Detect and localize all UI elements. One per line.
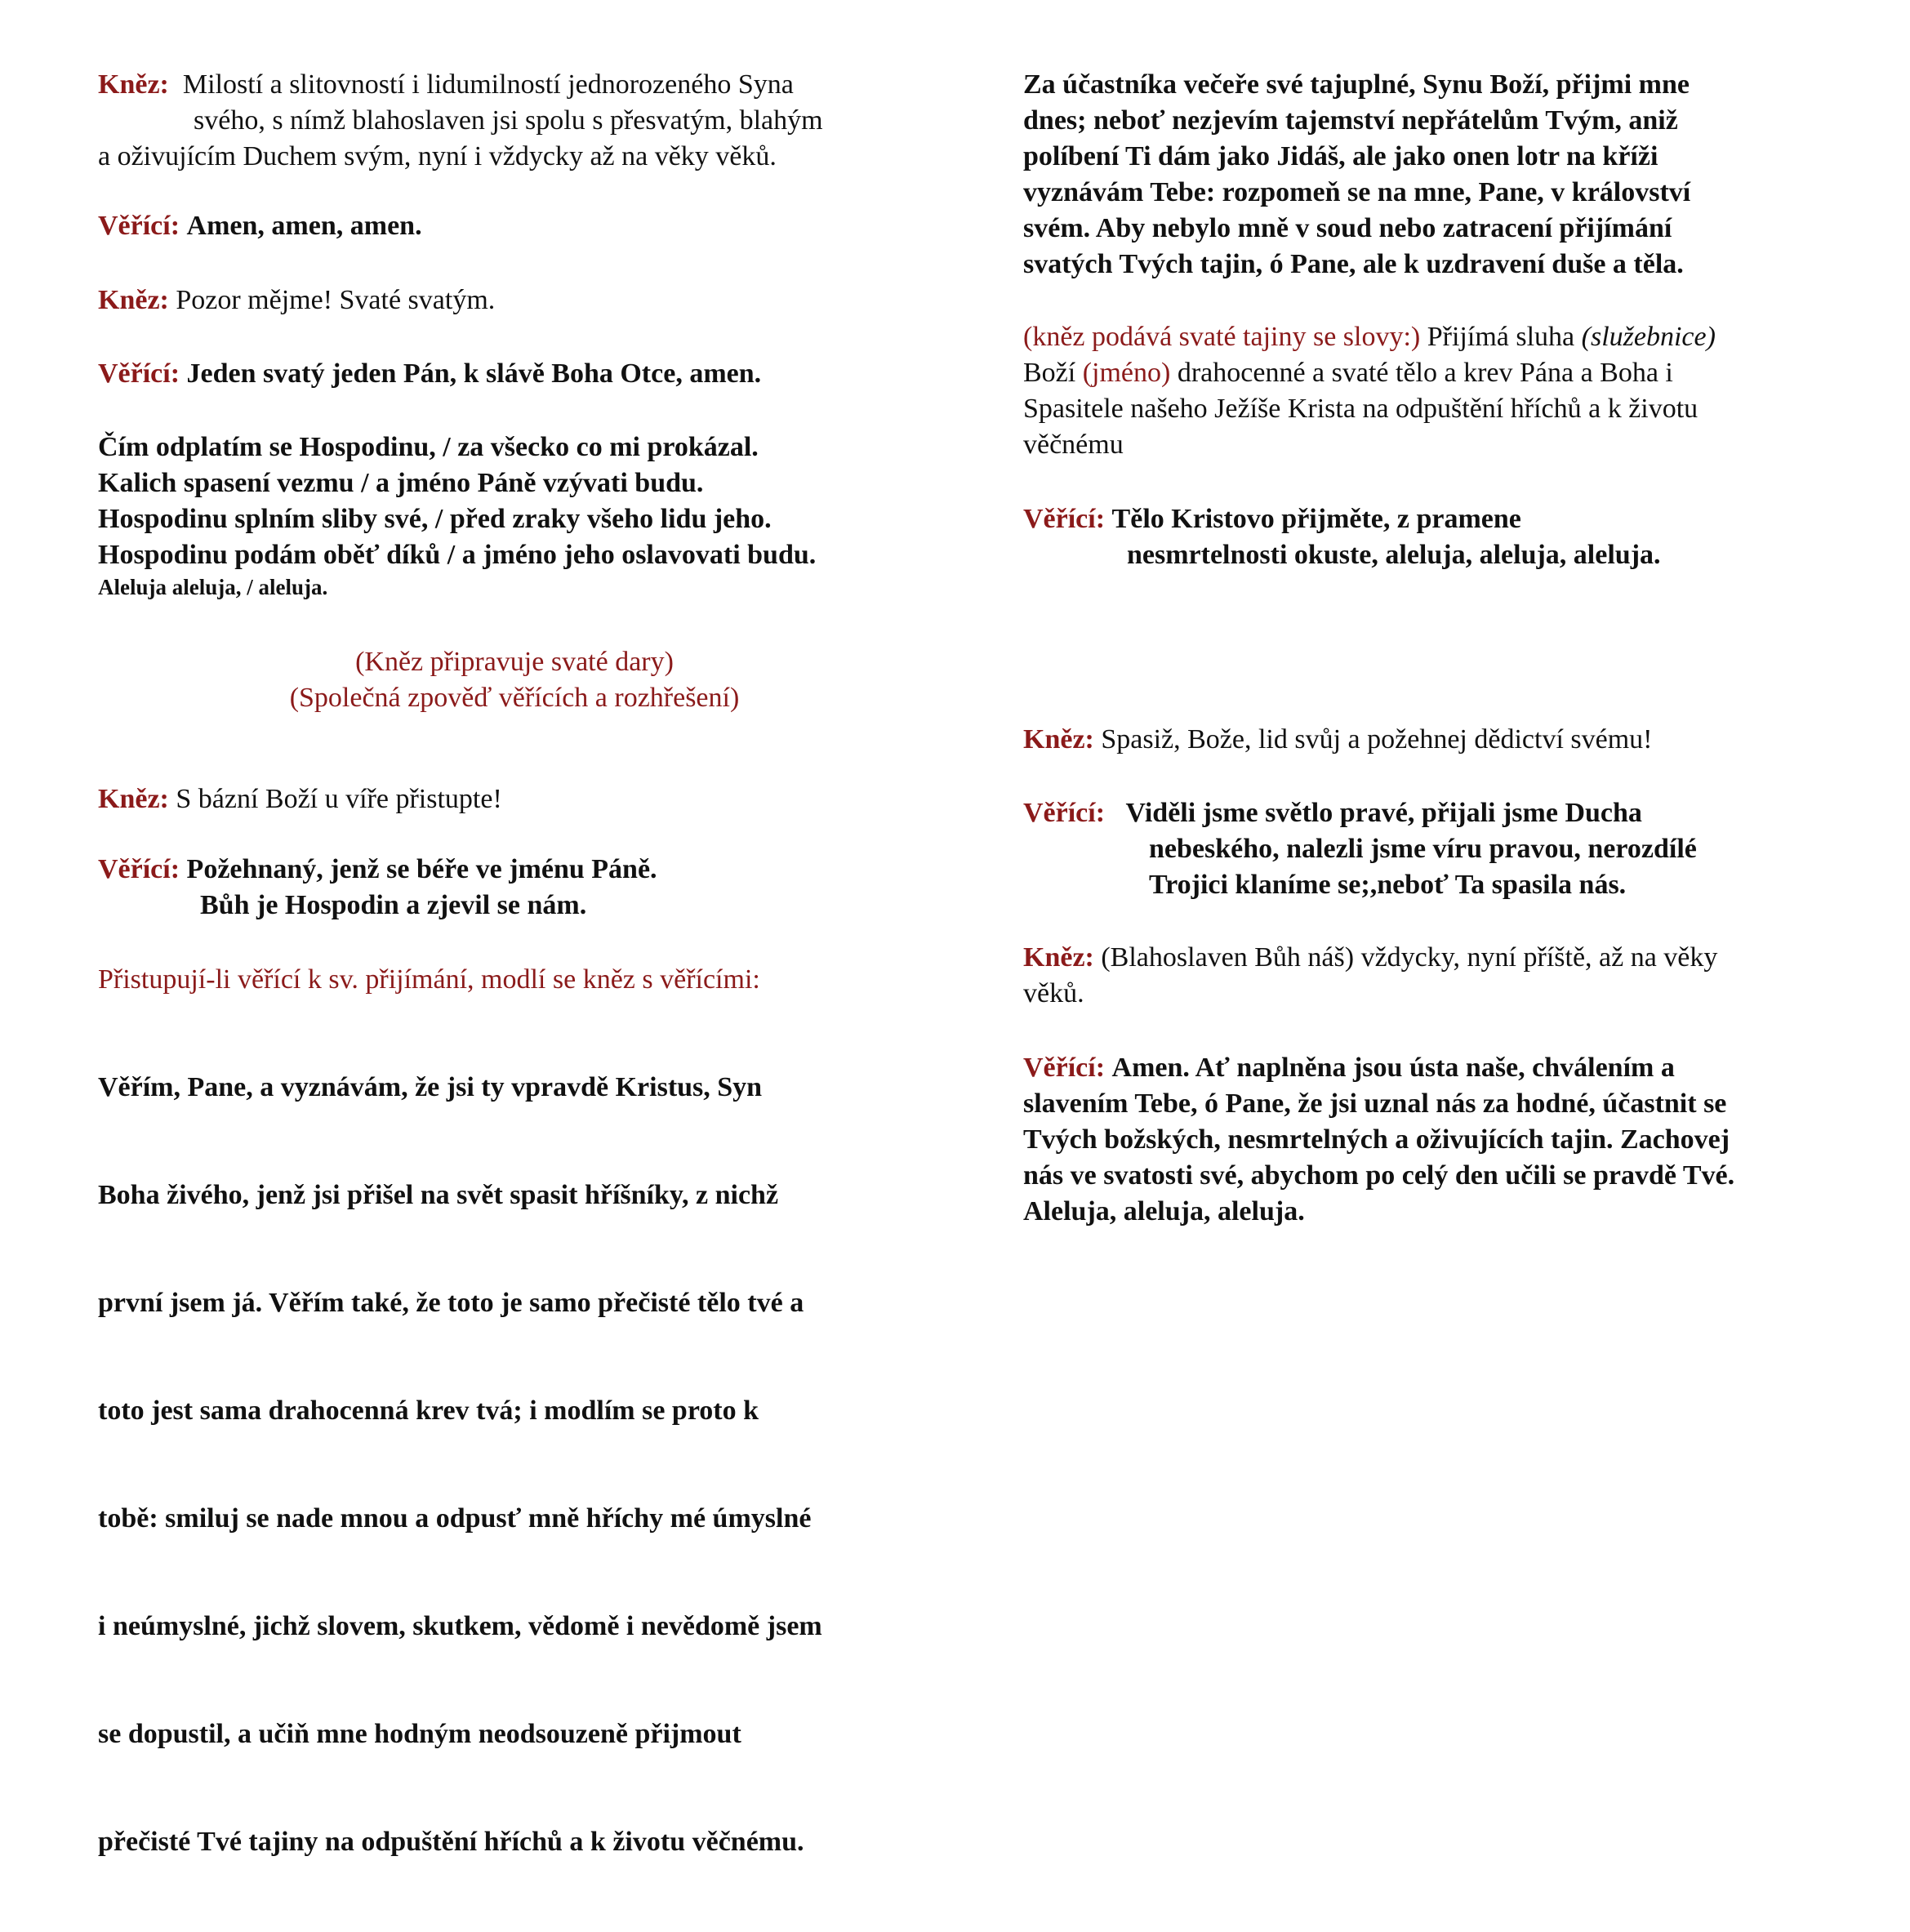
- prayer-line: i neúmyslné, jichž slovem, skutkem, vědomě i nevědomě jsem: [98, 1611, 822, 1641]
- faithful-text-line: Trojici klaníme se;,neboť Ta spasila nás.: [1149, 870, 1627, 900]
- faithful-text-line: Tělo Kristovo přijměte, z pramene: [1111, 504, 1521, 534]
- prayer-body: [98, 998, 947, 1932]
- priest-text-line: věků.: [1023, 978, 1084, 1008]
- priest-dialogue-1: [98, 67, 947, 175]
- rubric-line: (Společná zpověď věřících a rozhřešení): [289, 683, 740, 713]
- psalm-line: Čím odplatím se Hospodinu, / za všecko co mi prokázal.: [98, 432, 759, 462]
- faithful-response-1: [98, 208, 947, 244]
- prayer-line: políbení Ti dám jako Jidáš, ale jako onen lotr na kříži: [1023, 141, 1658, 171]
- priest-text: S bázní Boží u víře přistupte!: [176, 784, 502, 814]
- priest-text: Pozor mějme! Svaté svatým.: [176, 285, 496, 315]
- faithful-label: Věřící:: [1023, 798, 1106, 828]
- faithful-text-line: Viděli jsme světlo pravé, přijali jsme Ducha: [1125, 798, 1642, 828]
- prayer-line: první jsem já. Věřím také, že toto je samo přečisté tělo tvé a: [98, 1288, 804, 1318]
- prayer-line: přečisté Tvé tajiny na odpuštění hříchů a k životu věčnému.: [98, 1827, 804, 1857]
- communion-text-line: věčnému: [1023, 430, 1124, 460]
- prayer-line: Věřím, Pane, a vyznávám, že jsi ty vpravdě Kristus, Syn: [98, 1072, 763, 1102]
- communion-text: Přijímá sluha: [1420, 322, 1582, 352]
- faithful-label: Věřící:: [98, 358, 180, 389]
- faithful-text-line: nebeského, nalezli jsme víru pravou, nerozdílé: [1149, 834, 1697, 864]
- communion-alt-text: (služebnice): [1581, 322, 1716, 352]
- prayer-line: vyznávám Tebe: rozpomeň se na mne, Pane, v království: [1023, 177, 1691, 207]
- psalm-alleluia-line: Aleluja aleluja, / aleluja.: [98, 575, 328, 599]
- communion-prayer: [98, 962, 947, 1932]
- priest-dialogue-4: [1023, 722, 1856, 758]
- psalm-line: Hospodinu splním sliby své, / před zraky všeho lidu jeho.: [98, 504, 772, 534]
- priest-dialogue-5: [1023, 940, 1856, 1012]
- prayer-line: toto jest sama drahocenná krev tvá; i modlím se proto k: [98, 1396, 759, 1426]
- priest-label: Kněz:: [1023, 724, 1094, 755]
- faithful-response-6: [1023, 1050, 1856, 1230]
- psalm-verses: [98, 430, 947, 601]
- faithful-text: Jeden svatý jeden Pán, k slávě Boha Otce, amen.: [186, 358, 762, 389]
- faithful-text-line: Bůh je Hospodin a zjevil se nám.: [200, 890, 587, 920]
- communion-formula: [1023, 319, 1856, 463]
- prayer-line: dnes; neboť nezjevím tajemství nepřátelům Tvým, aniž: [1023, 105, 1678, 136]
- communion-text-line: Spasitele našeho Ježíše Krista na odpuštění hříchů a k životu: [1023, 394, 1699, 424]
- prayer-line: se dopustil, a učiň mne hodným neodsouzeně přijmout: [98, 1719, 741, 1749]
- faithful-text: Amen, amen, amen.: [186, 211, 422, 241]
- right-column: [1023, 0, 1856, 1351]
- left-column: [98, 0, 947, 1857]
- faithful-text-line: Aleluja, aleluja, aleluja.: [1023, 1196, 1305, 1226]
- faithful-response-2: [98, 356, 947, 392]
- faithful-text-line: Tvých božských, nesmrtelných a oživujících tajin. Zachovej: [1023, 1124, 1730, 1155]
- communion-rubric: (kněz podává svaté tajiny se slovy:): [1023, 322, 1421, 352]
- faithful-text-line: slavením Tebe, ó Pane, že jsi uznal nás za hodné, účastnit se: [1023, 1088, 1727, 1119]
- priest-text-line: Milostí a slitovností i lidumilností jednorozeného Syna: [182, 69, 794, 100]
- rubric-preparation: [98, 644, 931, 716]
- prayer-line: svatých Tvých tajin, ó Pane, ale k uzdravení duše a těla.: [1023, 249, 1684, 279]
- prayer-line: Za účastníka večeře své tajuplné, Synu Boží, přijmi mne: [1023, 69, 1690, 100]
- priest-text-line: a oživujícím Duchem svým, nyní i vždycky až na věky věků.: [98, 141, 777, 171]
- faithful-text-line: nás ve svatosti své, abychom po celý den učili se pravdě Tvé.: [1023, 1160, 1735, 1191]
- faithful-label: Věřící:: [1023, 504, 1106, 534]
- rubric-line: (Kněz připravuje svaté dary): [355, 647, 674, 677]
- priest-text: Spasiž, Bože, lid svůj a požehnej dědictví svému!: [1101, 724, 1653, 755]
- faithful-label: Věřící:: [98, 854, 180, 884]
- faithful-response-5: [1023, 795, 1856, 903]
- faithful-text-line: nesmrtelnosti okuste, aleluja, aleluja, aleluja.: [1127, 540, 1661, 570]
- priest-text-line: svého, s nímž blahoslaven jsi spolu s přesvatým, blahým: [194, 105, 823, 136]
- priest-text-line: (Blahoslaven Bůh náš) vždycky, nyní příště, až na věky: [1101, 942, 1718, 973]
- communion-text: Boží: [1023, 358, 1076, 388]
- faithful-response-4: [1023, 501, 1856, 573]
- priest-dialogue-3: [98, 781, 947, 817]
- prayer-line: Boha živého, jenž jsi přišel na svět spasit hříšníky, z nichž: [98, 1180, 779, 1210]
- prayer-rubric: Přistupují-li věřící k sv. přijímání, modlí se kněz s věřícími:: [98, 964, 760, 995]
- communion-text: drahocenné a svaté tělo a krev Pána a Boha i: [1170, 358, 1673, 388]
- communion-name-placeholder: (jméno): [1075, 358, 1171, 388]
- priest-label: Kněz:: [98, 285, 169, 315]
- faithful-label: Věřící:: [98, 211, 180, 241]
- prayer-line: tobě: smiluj se nade mnou a odpusť mně hříchy mé úmyslné: [98, 1503, 812, 1534]
- priest-label: Kněz:: [98, 784, 169, 814]
- prayer-line: svém. Aby nebylo mně v soud nebo zatracení přijímání: [1023, 213, 1672, 243]
- faithful-label: Věřící:: [1023, 1053, 1106, 1083]
- priest-label: Kněz:: [1023, 942, 1094, 973]
- psalm-line: Hospodinu podám oběť díků / a jméno jeho oslavovati budu.: [98, 540, 817, 570]
- faithful-response-3: [98, 852, 947, 924]
- faithful-text-line: Amen. Ať naplněna jsou ústa naše, chválením a: [1111, 1053, 1675, 1083]
- priest-label: Kněz:: [98, 69, 169, 100]
- communion-prayer-continued: [1023, 67, 1856, 283]
- psalm-line: Kalich spasení vezmu / a jméno Páně vzývati budu.: [98, 468, 704, 498]
- faithful-text-line: Požehnaný, jenž se béře ve jménu Páně.: [186, 854, 657, 884]
- priest-dialogue-2: [98, 283, 947, 318]
